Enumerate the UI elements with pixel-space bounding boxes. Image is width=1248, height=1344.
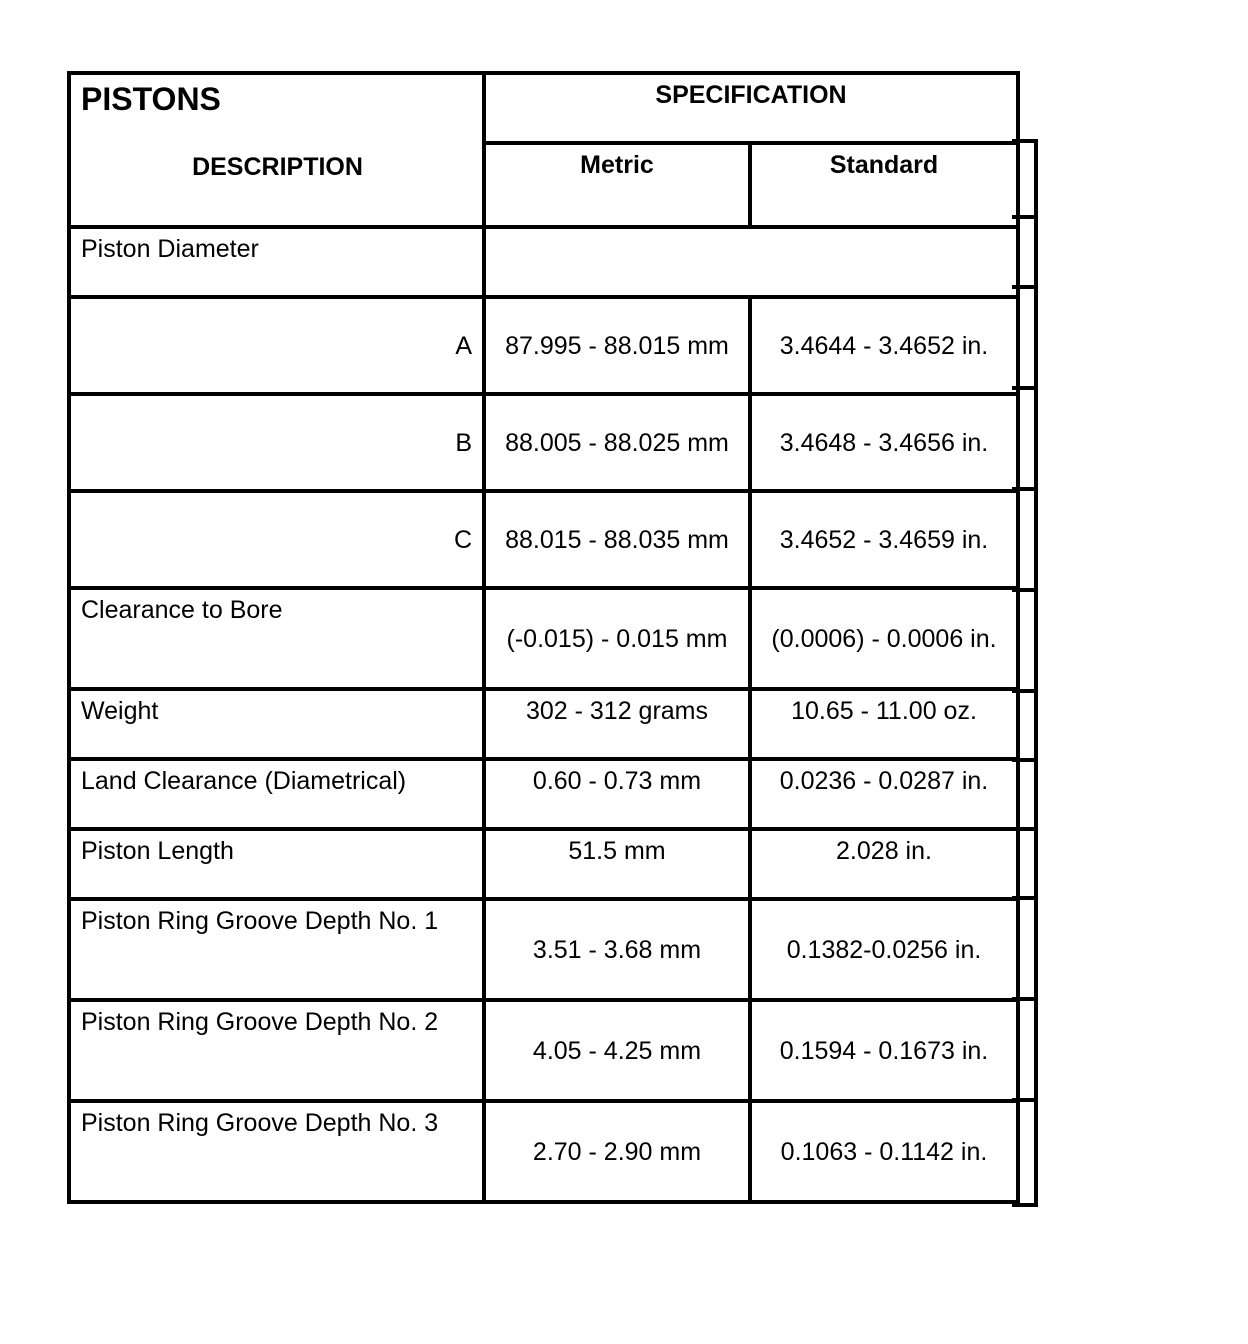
- metric-value: 87.995 - 88.015 mm: [484, 297, 750, 394]
- row-label: Clearance to Bore: [69, 588, 484, 689]
- table-title-cell: [69, 73, 484, 227]
- table-row: [69, 297, 1018, 394]
- row-label: Piston Ring Groove Depth No. 3: [69, 1101, 484, 1202]
- standard-value: 0.1063 - 0.1142 in.: [750, 1101, 1018, 1202]
- standard-value: 0.0236 - 0.0287 in.: [750, 759, 1018, 829]
- table-row: [69, 1000, 1018, 1101]
- metric-value: 51.5 mm: [484, 829, 750, 899]
- table-row: [69, 491, 1018, 588]
- right-strip-column: [1012, 139, 1038, 1207]
- specification-header: SPECIFICATION: [484, 73, 1018, 143]
- table-row: [69, 899, 1018, 1000]
- description-header: DESCRIPTION: [192, 153, 363, 181]
- pistons-spec-table: [67, 71, 1020, 1204]
- row-label: C: [69, 491, 484, 588]
- standard-value: 0.1382-0.0256 in.: [750, 899, 1018, 1000]
- strip-divider: [1012, 689, 1038, 693]
- section-row: [69, 227, 1018, 297]
- strip-divider: [1012, 827, 1038, 831]
- metric-header: Metric: [484, 143, 750, 227]
- table-row: [69, 1101, 1018, 1202]
- row-label: Piston Ring Groove Depth No. 1: [69, 899, 484, 1000]
- table-title: PISTONS: [81, 81, 221, 117]
- table-row: [69, 394, 1018, 491]
- metric-value: 0.60 - 0.73 mm: [484, 759, 750, 829]
- row-label: B: [69, 394, 484, 491]
- strip-divider: [1012, 386, 1038, 390]
- strip-divider: [1012, 758, 1038, 762]
- strip-divider: [1012, 487, 1038, 491]
- metric-value: 2.70 - 2.90 mm: [484, 1101, 750, 1202]
- section-label: Piston Diameter: [69, 227, 484, 297]
- standard-header: Standard: [750, 143, 1018, 227]
- table-row: [69, 759, 1018, 829]
- row-label: Weight: [69, 689, 484, 759]
- strip-divider: [1012, 1098, 1038, 1102]
- table-row: [69, 689, 1018, 759]
- standard-value: 0.1594 - 0.1673 in.: [750, 1000, 1018, 1101]
- strip-divider: [1012, 997, 1038, 1001]
- standard-value: 3.4644 - 3.4652 in.: [750, 297, 1018, 394]
- standard-value: 10.65 - 11.00 oz.: [750, 689, 1018, 759]
- row-label: Piston Ring Groove Depth No. 2: [69, 1000, 484, 1101]
- row-label: Piston Length: [69, 829, 484, 899]
- section-empty-cell: [484, 227, 1018, 297]
- table-row: [69, 588, 1018, 689]
- strip-divider: [1012, 588, 1038, 592]
- strip-divider: [1012, 896, 1038, 900]
- metric-value: 88.015 - 88.035 mm: [484, 491, 750, 588]
- header-row-1: [69, 73, 1018, 143]
- table-row: [69, 829, 1018, 899]
- standard-value: 3.4648 - 3.4656 in.: [750, 394, 1018, 491]
- row-label: Land Clearance (Diametrical): [69, 759, 484, 829]
- strip-divider: [1012, 215, 1038, 219]
- standard-value: 3.4652 - 3.4659 in.: [750, 491, 1018, 588]
- row-label: A: [69, 297, 484, 394]
- standard-value: 2.028 in.: [750, 829, 1018, 899]
- standard-value: (0.0006) - 0.0006 in.: [750, 588, 1018, 689]
- metric-value: 302 - 312 grams: [484, 689, 750, 759]
- metric-value: 3.51 - 3.68 mm: [484, 899, 750, 1000]
- metric-value: (-0.015) - 0.015 mm: [484, 588, 750, 689]
- strip-divider: [1012, 285, 1038, 289]
- metric-value: 88.005 - 88.025 mm: [484, 394, 750, 491]
- metric-value: 4.05 - 4.25 mm: [484, 1000, 750, 1101]
